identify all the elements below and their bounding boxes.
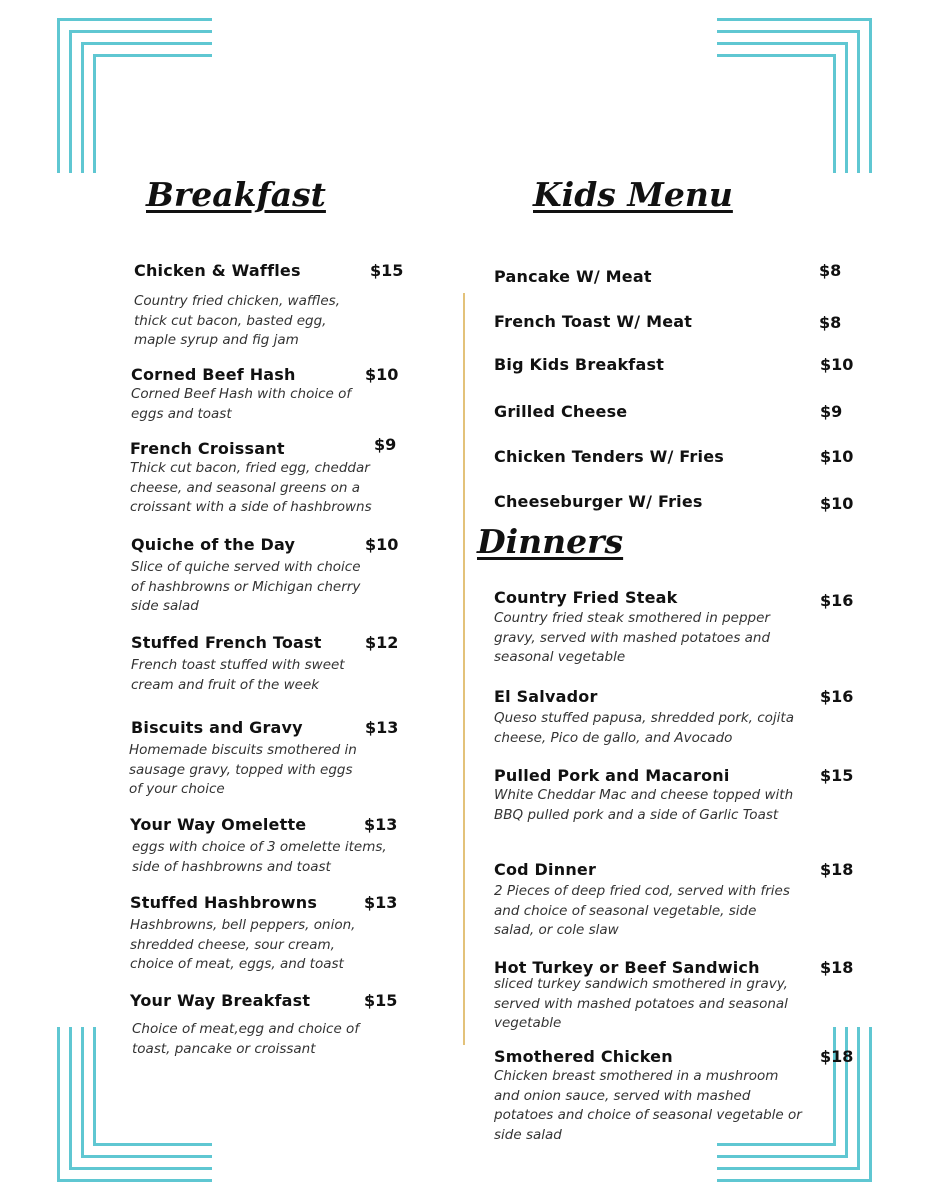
item-price: $9 xyxy=(820,402,843,421)
item-name: Cheeseburger W/ Fries xyxy=(494,492,703,511)
item-price: $10 xyxy=(365,365,399,384)
item-name: Your Way Omelette xyxy=(130,815,307,834)
item-description: sliced turkey sandwich smothered in gravy, served with mashed potatoes and seasonal vegetable xyxy=(494,976,788,1031)
item-price: $8 xyxy=(819,313,842,332)
item-description: French toast stuffed with sweet cream and fruit of the week xyxy=(131,657,345,693)
item-price: $8 xyxy=(819,261,842,280)
item-description: Corned Beef Hash with choice of eggs and toast xyxy=(131,386,352,422)
item-name: Chicken Tenders W/ Fries xyxy=(494,447,724,466)
item-name: Hot Turkey or Beef Sandwich xyxy=(494,958,760,977)
item-price: $18 xyxy=(820,860,854,879)
item-description: 2 Pieces of deep fried cod, served with fries and choice of seasonal vegetable, side salad, or cole slaw xyxy=(494,883,790,938)
dinner-item-el-salvador xyxy=(494,687,854,748)
kids-menu-heading: Kids Menu xyxy=(533,175,733,214)
item-description: Choice of meat,egg and choice of toast, pancake or croissant xyxy=(132,1021,360,1057)
item-name: Country Fried Steak xyxy=(494,588,678,607)
dinner-item-smothered-chicken xyxy=(494,1047,854,1145)
item-description: Slice of quiche served with choice of hashbrowns or Michigan cherry side salad xyxy=(131,559,361,614)
dinner-item-pulled-pork xyxy=(494,766,854,825)
kids-item xyxy=(494,447,854,466)
item-description: Hashbrowns, bell peppers, onion, shredded cheese, sour cream, choice of meat, eggs, and toast xyxy=(130,917,356,972)
kids-item xyxy=(494,492,854,513)
item-description: Country fried steak smothered in pepper gravy, served with mashed potatoes and seasonal vegetable xyxy=(494,610,771,665)
item-name: French Croissant xyxy=(130,439,285,458)
item-description: Queso stuffed papusa, shredded pork, cojita cheese, Pico de gallo, and Avocado xyxy=(494,710,794,746)
item-price: $10 xyxy=(365,535,399,554)
corner-ornament-top-left xyxy=(57,18,217,178)
item-description: White Cheddar Mac and cheese topped with BBQ pulled pork and a side of Garlic Toast xyxy=(494,787,794,823)
item-price: $15 xyxy=(370,261,404,280)
item-price: $10 xyxy=(820,447,854,466)
item-description: Thick cut bacon, fried egg, cheddar cheese, and seasonal greens on a croissant with a side of hashbrowns xyxy=(130,460,372,515)
dinner-item-country-fried-steak xyxy=(494,588,854,668)
item-name: Quiche of the Day xyxy=(131,535,296,554)
dinner-item-cod-dinner xyxy=(494,860,854,941)
item-name: Chicken & Waffles xyxy=(134,261,301,280)
item-name: Smothered Chicken xyxy=(494,1047,673,1066)
menu-item-quiche xyxy=(131,535,401,617)
menu-item-biscuits-gravy xyxy=(131,718,401,800)
menu-item-chicken-waffles xyxy=(134,261,404,351)
item-description: Country fried chicken, waffles, thick cut bacon, basted egg, maple syrup and fig jam xyxy=(134,293,340,348)
item-price: $10 xyxy=(820,494,854,513)
item-name: Corned Beef Hash xyxy=(131,365,296,384)
corner-ornament-top-right xyxy=(712,18,872,178)
kids-item xyxy=(494,355,854,374)
menu-item-your-way-breakfast xyxy=(130,991,400,1059)
dinners-heading: Dinners xyxy=(477,522,624,561)
item-price: $18 xyxy=(820,958,854,977)
menu-item-your-way-omelette xyxy=(130,815,400,877)
item-price: $16 xyxy=(820,687,854,706)
item-name: Stuffed Hashbrowns xyxy=(130,893,318,912)
item-name: Big Kids Breakfast xyxy=(494,355,665,374)
column-divider xyxy=(463,293,465,1045)
item-price: $18 xyxy=(820,1047,854,1066)
menu-item-stuffed-hashbrowns xyxy=(130,893,400,975)
item-name: Your Way Breakfast xyxy=(130,991,311,1010)
item-description: Homemade biscuits smothered in sausage gravy, topped with eggs of your choice xyxy=(129,742,357,797)
item-price: $15 xyxy=(820,766,854,785)
item-price: $13 xyxy=(364,815,398,834)
item-price: $13 xyxy=(364,893,398,912)
item-price: $10 xyxy=(820,355,854,374)
item-name: Pulled Pork and Macaroni xyxy=(494,766,730,785)
item-price: $13 xyxy=(365,718,399,737)
item-price: $12 xyxy=(365,633,399,652)
dinner-item-hot-turkey xyxy=(494,958,854,1034)
kids-item xyxy=(494,312,844,331)
menu-item-stuffed-french-toast xyxy=(131,633,401,695)
item-name: Stuffed French Toast xyxy=(131,633,322,652)
item-description: eggs with choice of 3 omelette items, side of hashbrowns and toast xyxy=(132,839,387,875)
item-description: Chicken breast smothered in a mushroom and onion sauce, served with mashed potatoes and choice of seasonal vegetable or side salad xyxy=(494,1068,802,1143)
item-name: El Salvador xyxy=(494,687,598,706)
breakfast-heading: Breakfast xyxy=(146,175,326,214)
item-name: Pancake W/ Meat xyxy=(494,267,652,286)
kids-item xyxy=(494,261,844,286)
item-price: $16 xyxy=(820,591,854,610)
item-price: $15 xyxy=(364,991,398,1010)
item-price: $9 xyxy=(374,435,397,454)
kids-item xyxy=(494,402,844,421)
menu-item-french-croissant xyxy=(130,435,400,518)
menu-item-corned-beef-hash xyxy=(131,365,401,424)
item-name: Biscuits and Gravy xyxy=(131,718,303,737)
item-name: Cod Dinner xyxy=(494,860,597,879)
item-name: French Toast W/ Meat xyxy=(494,312,693,331)
item-name: Grilled Cheese xyxy=(494,402,628,421)
